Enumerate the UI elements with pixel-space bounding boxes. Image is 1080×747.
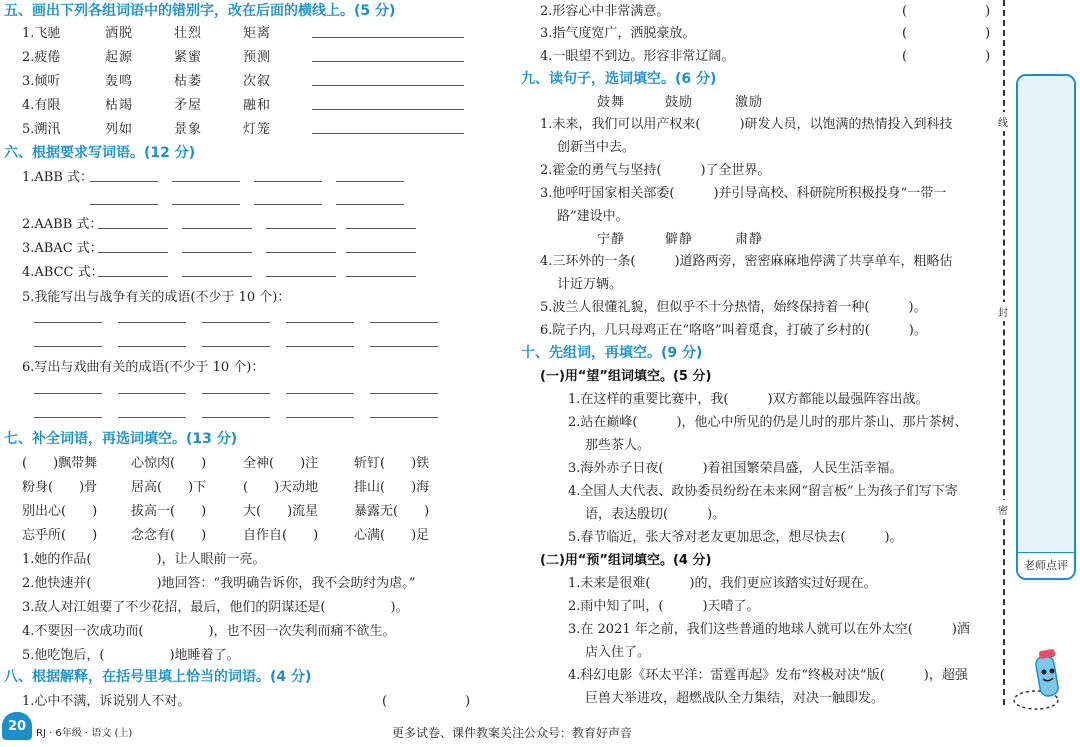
s10-b4b: 巨兽大举进攻，超燃战队全力集结，对决一触即发。 <box>585 691 885 706</box>
answer-line[interactable] <box>202 393 270 394</box>
answer-line[interactable] <box>98 228 168 229</box>
s5-r5-b: 景象 <box>174 122 203 137</box>
idiom-cell: 排山( )海 <box>354 480 430 495</box>
s5-r1-a: 洒脱 <box>105 26 134 41</box>
answer-line[interactable] <box>346 252 416 253</box>
idiom-cell: 自作自( ) <box>243 528 319 543</box>
s10-a4b: 语，表达殷切( )。 <box>585 507 726 522</box>
answer-line[interactable] <box>118 346 186 347</box>
s5-r2-a: 起源 <box>105 50 134 65</box>
idiom-cell: 居高( )下 <box>131 480 207 495</box>
s7-sentence-1: 1.她的作品( )，让人眼前一亮。 <box>22 552 266 567</box>
s5-r2-b: 紧蜜 <box>174 50 203 65</box>
s10-a3: 3.海外赤子日夜( )着祖国繁荣昌盛，人民生活幸福。 <box>568 461 903 476</box>
answer-line[interactable] <box>346 228 416 229</box>
choice-word: 肃静 <box>735 232 764 247</box>
binding-dashed-line <box>1003 0 1005 705</box>
answer-line[interactable] <box>346 276 416 277</box>
answer-line[interactable] <box>98 252 168 253</box>
idiom-cell: 大( )流星 <box>243 504 319 519</box>
s5-r1-b: 壮烈 <box>174 26 203 41</box>
s5-r5-c: 灯笼 <box>243 122 272 137</box>
answer-line[interactable] <box>90 204 158 205</box>
answer-line[interactable] <box>266 228 336 229</box>
answer-line[interactable] <box>286 393 354 394</box>
s9-sentence-5: 5.波兰人很懂礼貌，但似乎不十分热情，始终保持着一种( )。 <box>540 300 927 315</box>
s6-q5: 5.我能写出与战争有关的成语(不少于 10 个)： <box>22 290 291 305</box>
answer-line[interactable] <box>90 181 158 182</box>
s9-sentence-2: 2.霍金的勇气与坚持( )了全世界。 <box>540 163 771 178</box>
section-9-title: 九、读句子，选词填空。(6 分) <box>521 71 717 87</box>
answer-line[interactable] <box>98 276 168 277</box>
answer-line[interactable] <box>34 346 102 347</box>
s8-answer-4[interactable]: ( ) <box>902 49 991 64</box>
idiom-cell: 心惊肉( ) <box>131 456 207 471</box>
answer-line[interactable] <box>34 393 102 394</box>
s5-r2-c: 预测 <box>243 50 272 65</box>
answer-line[interactable] <box>172 204 240 205</box>
s5-r4-answer-line[interactable] <box>312 109 464 110</box>
s8-answer-2[interactable]: ( ) <box>902 4 991 19</box>
answer-line[interactable] <box>118 322 186 323</box>
s10-b3b: 店入住了。 <box>585 645 651 660</box>
s8-item-3: 3.指气度宽广，洒脱豪放。 <box>540 26 696 41</box>
s5-r5-n: 5.溯汛 <box>22 122 61 137</box>
answer-line[interactable] <box>370 322 438 323</box>
idiom-cell: 斩钉( )铁 <box>354 456 430 471</box>
idiom-cell: 全神( )注 <box>243 456 319 471</box>
s5-r4-c: 融和 <box>243 98 272 113</box>
idiom-cell: 粉身( )骨 <box>22 480 98 495</box>
answer-line[interactable] <box>266 252 336 253</box>
s6-q2: 2.AABB 式： <box>22 217 103 232</box>
s10-a2a: 2.站在巅峰( )，他心中所见的仍是儿时的那片茶山、那片茶树、 <box>568 415 968 430</box>
binding-label-mi: 密 <box>998 500 1008 519</box>
s5-r1-n: 1.飞驰 <box>22 26 61 41</box>
section-6-title: 六、根据要求写词语。(12 分) <box>4 145 196 161</box>
answer-line[interactable] <box>370 346 438 347</box>
answer-line[interactable] <box>286 346 354 347</box>
answer-line[interactable] <box>286 417 354 418</box>
s10-a4a: 4.全国人大代表、政协委员纷纷在未来网“留言板”上为孩子们写下寄 <box>568 484 958 499</box>
answer-line[interactable] <box>202 322 270 323</box>
s9-sentence-4b: 计近万辆。 <box>557 277 623 292</box>
answer-line[interactable] <box>182 276 252 277</box>
answer-line[interactable] <box>34 417 102 418</box>
s7-sentence-4: 4.不要因一次成功而( )，也不因一次失利而痛不欲生。 <box>22 624 396 639</box>
s5-r5-a: 列如 <box>105 122 134 137</box>
choice-word: 僻静 <box>665 232 694 247</box>
s8-item-1: 1.心中不满，诉说别人不对。 <box>22 694 191 709</box>
idiom-cell: ( )飘带舞 <box>22 456 98 471</box>
section-5-title: 五、画出下列各组词语中的错别字，改在后面的横线上。(5 分) <box>4 3 396 19</box>
s5-r4-n: 4.有限 <box>22 98 61 113</box>
s9-sentence-4a: 4.三环外的一条( )道路两旁，密密麻麻地停满了共享单车，粗略估 <box>540 254 953 269</box>
s9-sentence-1b: 创新当中去。 <box>557 140 636 155</box>
s5-r3-answer-line[interactable] <box>312 85 464 86</box>
answer-line[interactable] <box>286 322 354 323</box>
s5-r3-a: 轰鸣 <box>105 74 134 89</box>
binding-label-seal: 封 <box>998 302 1008 321</box>
idiom-cell: ( )天动地 <box>243 480 319 495</box>
s10-part-2-title: (二)用“预”组词填空。(4 分) <box>540 553 712 568</box>
s6-q4: 4.ABCC 式： <box>22 265 104 280</box>
choice-word: 宁静 <box>597 232 626 247</box>
idiom-cell: 暴露无( ) <box>354 504 430 519</box>
idiom-cell: 忘乎所( ) <box>22 528 98 543</box>
choice-word: 鼓舞 <box>597 95 626 110</box>
s10-b4a: 4.科幻电影《环太平洋：雷霆再起》发布“终极对决”版( )，超强 <box>568 668 968 683</box>
answer-line[interactable] <box>370 393 438 394</box>
page-number-badge: 20 <box>2 712 32 740</box>
idiom-cell: 念念有( ) <box>131 528 207 543</box>
answer-line[interactable] <box>202 417 270 418</box>
answer-line[interactable] <box>370 417 438 418</box>
s8-answer-3[interactable]: ( ) <box>902 26 991 41</box>
idiom-cell: 拔高一( ) <box>131 504 207 519</box>
s10-a5: 5.春节临近，张大爷对老友更加思念，想尽快去( )。 <box>568 530 903 545</box>
answer-line[interactable] <box>202 346 270 347</box>
answer-line[interactable] <box>172 181 240 182</box>
answer-line[interactable] <box>182 228 252 229</box>
s6-q6: 6.写出与戏曲有关的成语(不少于 10 个)： <box>22 360 265 375</box>
s5-r4-b: 矛屋 <box>174 98 203 113</box>
answer-line[interactable] <box>254 181 322 182</box>
s8-item-2: 2.形容心中非常满意。 <box>540 4 670 19</box>
s10-a1: 1.在这样的重要比赛中，我( )双方都能以最强阵容出战。 <box>568 392 929 407</box>
s7-sentence-2: 2.他快速并( )地回答：“我明确告诉你，我不会助纣为虐。” <box>22 576 416 591</box>
answer-line[interactable] <box>34 322 102 323</box>
teacher-comment-label: 老师点评 <box>1018 552 1074 578</box>
answer-line[interactable] <box>336 181 404 182</box>
s5-r1-answer-line[interactable] <box>312 37 464 38</box>
teacher-comment-panel[interactable] <box>1016 74 1076 580</box>
s5-r3-c: 次叙 <box>243 74 272 89</box>
section-8-title: 八、根据解释，在括号里填上恰当的词语。(4 分) <box>4 669 312 685</box>
s5-r3-b: 枯萎 <box>174 74 203 89</box>
s5-r1-c: 矩离 <box>243 26 272 41</box>
s9-sentence-3b: 路”建设中。 <box>557 209 629 224</box>
s8-item-4: 4.一眼望不到边。形容非常辽阔。 <box>540 49 735 64</box>
s5-r5-answer-line[interactable] <box>312 133 464 134</box>
s6-q3: 3.ABAC 式： <box>22 241 103 256</box>
s8-answer-1[interactable]: ( ) <box>382 694 471 709</box>
s10-part-1-title: (一)用“望”组词填空。(5 分) <box>540 369 712 384</box>
s5-r3-n: 3.倾听 <box>22 74 61 89</box>
answer-line[interactable] <box>336 204 404 205</box>
s5-r4-a: 枯竭 <box>105 98 134 113</box>
s10-a2b: 那些茶人。 <box>585 438 651 453</box>
answer-line[interactable] <box>254 204 322 205</box>
grade-subject-label: RJ · 6年级 · 语文 (上) <box>36 728 133 739</box>
idiom-cell: 别出心( ) <box>22 504 98 519</box>
section-7-title: 七、补全词语，再选词填空。(13 分) <box>4 431 238 447</box>
s7-sentence-5: 5.他吃饱后，( )地睡着了。 <box>22 648 240 663</box>
s10-b1: 1.未来是很难( )的，我们更应该踏实过好现在。 <box>568 576 877 591</box>
s10-b2: 2.雨中知了叫，( )天晴了。 <box>568 599 760 614</box>
s9-sentence-6: 6.院子内，几只母鸡正在“咯咯”叫着觅食，打破了乡村的( )。 <box>540 323 927 338</box>
footer-notice: 更多试卷、课件教案关注公众号：教育好声音 <box>392 726 633 740</box>
answer-line[interactable] <box>182 252 252 253</box>
s5-r2-n: 2.疲倦 <box>22 50 61 65</box>
answer-line[interactable] <box>266 276 336 277</box>
pencil-mascot-icon <box>1010 648 1076 712</box>
s7-sentence-3: 3.敌人对江姐要了不少花招，最后，他们的阴谋还是( )。 <box>22 600 409 615</box>
s9-sentence-1a: 1.未来，我们可以用产权来( )研发人员，以饱满的热情投入到科技 <box>540 117 953 132</box>
answer-line[interactable] <box>118 393 186 394</box>
s6-q1: 1.ABB 式： <box>22 170 94 185</box>
idiom-cell: 心满( )足 <box>354 528 430 543</box>
choice-word: 鼓励 <box>665 95 694 110</box>
s10-b3a: 3.在 2021 年之前，我们这些普通的地球人就可以在外太空( )酒 <box>568 622 970 637</box>
answer-line[interactable] <box>118 417 186 418</box>
s9-sentence-3a: 3.他呼吁国家相关部委( )并引导高校、科研院所积极投身“一带一 <box>540 186 947 201</box>
binding-label-line: 线 <box>998 112 1008 131</box>
choice-word: 激励 <box>735 95 764 110</box>
s5-r2-answer-line[interactable] <box>312 61 464 62</box>
section-10-title: 十、先组词，再填空。(9 分) <box>521 345 703 361</box>
